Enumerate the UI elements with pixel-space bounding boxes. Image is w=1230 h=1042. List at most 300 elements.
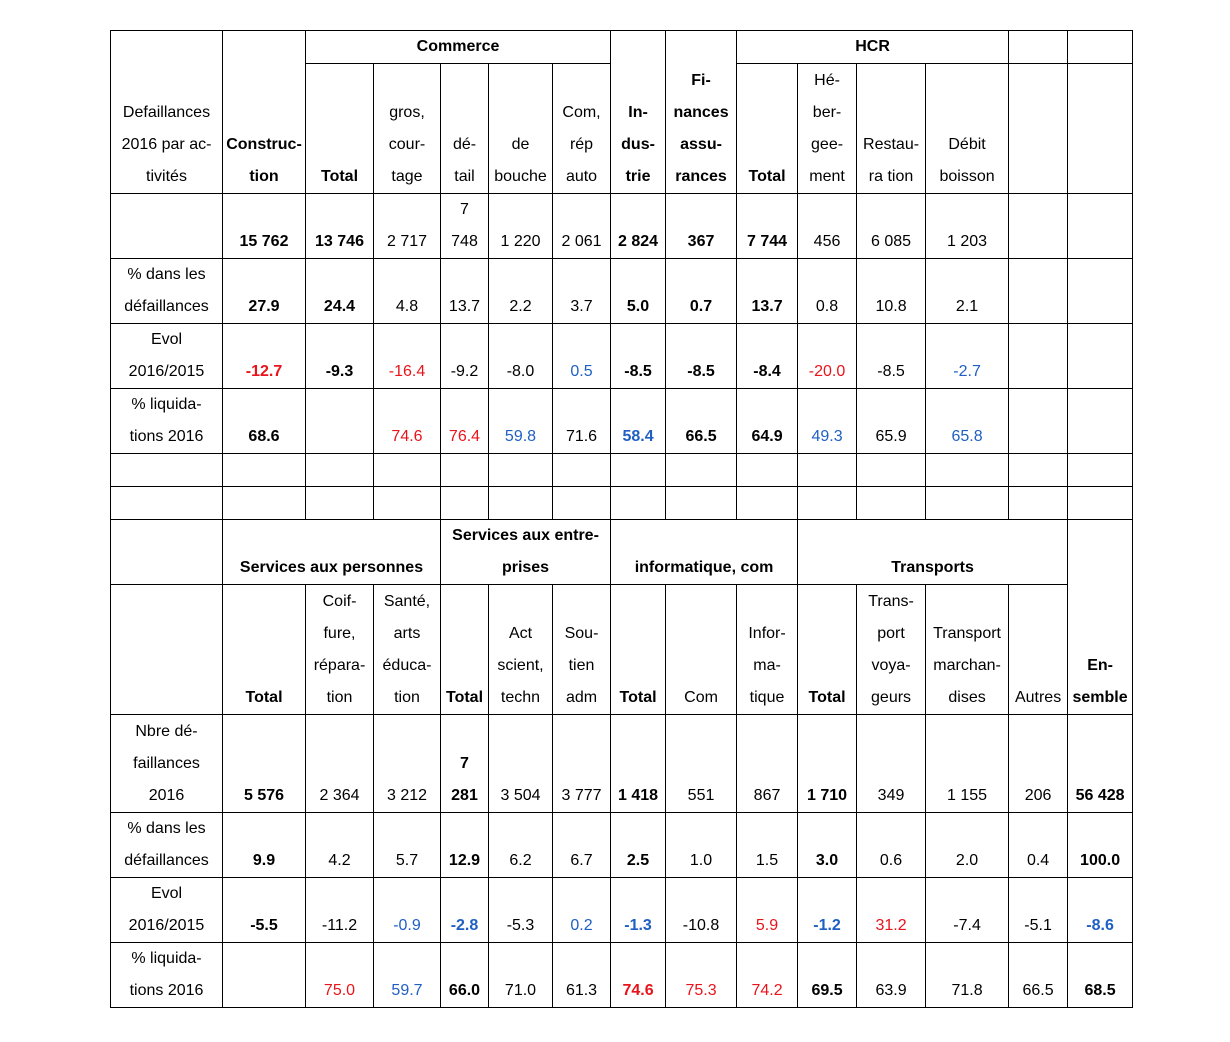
table-cell bbox=[374, 878, 441, 943]
table-cell bbox=[374, 715, 441, 813]
table-cell bbox=[737, 943, 798, 1008]
cell-text: 24.4 bbox=[323, 298, 356, 315]
table-cell bbox=[926, 813, 1009, 878]
cell-text: 0.7 bbox=[689, 298, 713, 315]
table-cell bbox=[489, 64, 553, 194]
cell-text: 74.2 bbox=[751, 982, 783, 999]
cell-text: 2 364 bbox=[319, 787, 360, 804]
table-cell bbox=[1009, 324, 1068, 389]
cell-text: -7.4 bbox=[953, 917, 981, 934]
cell-text: Restau- ra tion bbox=[863, 136, 920, 185]
table-cell bbox=[489, 454, 553, 487]
table-cell bbox=[1068, 487, 1133, 520]
table-cell bbox=[441, 878, 489, 943]
table-cell bbox=[1068, 64, 1133, 194]
table-cell bbox=[926, 715, 1009, 813]
cell-text: 1.5 bbox=[755, 852, 779, 869]
table-cell bbox=[1009, 943, 1068, 1008]
table-cell bbox=[857, 324, 926, 389]
cell-text: Total bbox=[320, 168, 359, 185]
table-cell bbox=[611, 31, 666, 194]
table-row bbox=[111, 324, 1133, 389]
table-cell bbox=[306, 31, 611, 64]
table-cell bbox=[666, 259, 737, 324]
table-cell bbox=[223, 715, 306, 813]
table-cell bbox=[926, 454, 1009, 487]
cell-text: 6.2 bbox=[509, 852, 532, 869]
cell-text: 349 bbox=[877, 787, 905, 804]
table-cell bbox=[666, 389, 737, 454]
cell-text: gros, cour- tage bbox=[388, 104, 426, 185]
table-cell bbox=[441, 585, 489, 715]
cell-text: % dans les défaillances bbox=[124, 820, 209, 869]
table-cell bbox=[489, 813, 553, 878]
cell-text: 2 824 bbox=[618, 233, 659, 250]
table-cell bbox=[441, 324, 489, 389]
table-cell bbox=[374, 585, 441, 715]
table-cell bbox=[926, 324, 1009, 389]
cell-text: 1 203 bbox=[947, 233, 988, 250]
table-cell bbox=[798, 454, 857, 487]
table-cell bbox=[737, 31, 1009, 64]
construction-header-label: Construc- tion bbox=[226, 136, 302, 185]
cell-text: 27.9 bbox=[248, 298, 280, 315]
table-row bbox=[111, 585, 1133, 715]
table-cell bbox=[798, 324, 857, 389]
table-cell bbox=[306, 389, 374, 454]
table-cell bbox=[926, 194, 1009, 259]
table-cell bbox=[666, 454, 737, 487]
table-cell bbox=[553, 259, 611, 324]
cell-text: 456 bbox=[813, 233, 841, 250]
table-cell bbox=[441, 389, 489, 454]
cell-text: 12.9 bbox=[448, 852, 481, 869]
table-cell bbox=[441, 943, 489, 1008]
cell-text: informatique, com bbox=[634, 559, 774, 576]
cell-text: 13.7 bbox=[448, 298, 481, 315]
cell-text: 66.0 bbox=[448, 982, 481, 999]
cell-text: 66.5 bbox=[685, 428, 717, 445]
cell-text: -8.6 bbox=[1086, 917, 1114, 934]
table-cell bbox=[798, 389, 857, 454]
table-cell bbox=[553, 943, 611, 1008]
cell-text: 1 155 bbox=[947, 787, 988, 804]
table-cell bbox=[1009, 64, 1068, 194]
cell-text: % dans les défaillances bbox=[124, 266, 209, 315]
table-cell bbox=[1068, 813, 1133, 878]
table-row bbox=[111, 389, 1133, 454]
cell-text: 64.9 bbox=[751, 428, 783, 445]
cell-text: 6 085 bbox=[871, 233, 912, 250]
cell-text: Fi- nances assu- rances bbox=[673, 72, 729, 185]
cell-text: 5.0 bbox=[626, 298, 650, 315]
table-cell bbox=[857, 454, 926, 487]
cell-text: -20.0 bbox=[808, 363, 846, 380]
cell-text: 76.4 bbox=[448, 428, 481, 445]
table-cell bbox=[1009, 31, 1068, 64]
table-cell bbox=[857, 64, 926, 194]
table-cell bbox=[798, 878, 857, 943]
table-cell bbox=[223, 194, 306, 259]
cell-text: 68.6 bbox=[248, 428, 280, 445]
cell-text: Transports bbox=[891, 559, 974, 576]
cell-text: Santé, arts éduca- tion bbox=[382, 593, 432, 706]
table-cell bbox=[306, 487, 374, 520]
table-cell bbox=[223, 585, 306, 715]
cell-text: 0.8 bbox=[815, 298, 839, 315]
cell-text: 69.5 bbox=[811, 982, 843, 999]
table-row bbox=[111, 31, 1133, 64]
table-cell bbox=[223, 943, 306, 1008]
table-row bbox=[111, 813, 1133, 878]
table-cell bbox=[737, 324, 798, 389]
table-cell bbox=[798, 487, 857, 520]
cell-text: 3 777 bbox=[561, 787, 602, 804]
table-cell bbox=[111, 454, 223, 487]
table-cell bbox=[926, 389, 1009, 454]
cell-text: HCR bbox=[855, 38, 890, 55]
cell-text: -2.8 bbox=[450, 917, 479, 934]
table-cell bbox=[553, 715, 611, 813]
table-cell bbox=[666, 813, 737, 878]
cell-text: -5.5 bbox=[250, 917, 278, 934]
cell-text: 3.7 bbox=[570, 298, 593, 315]
table-cell bbox=[223, 813, 306, 878]
table-cell bbox=[666, 585, 737, 715]
table-cell bbox=[737, 715, 798, 813]
cell-text: 1 220 bbox=[500, 233, 541, 250]
table-cell bbox=[111, 389, 223, 454]
cell-text: 2.1 bbox=[955, 298, 979, 315]
cell-text: 7 748 bbox=[451, 201, 478, 250]
table-cell bbox=[489, 487, 553, 520]
table-cell bbox=[553, 194, 611, 259]
cell-text: Total bbox=[245, 689, 283, 706]
cell-text: Act scient, techn bbox=[497, 625, 544, 706]
cell-text: 59.7 bbox=[391, 982, 423, 999]
table-cell bbox=[553, 324, 611, 389]
cell-text: 63.9 bbox=[875, 982, 907, 999]
table-cell bbox=[611, 487, 666, 520]
table-cell bbox=[374, 64, 441, 194]
table-cell bbox=[374, 454, 441, 487]
cell-text: 206 bbox=[1024, 787, 1052, 804]
table-cell bbox=[441, 64, 489, 194]
table-cell bbox=[306, 585, 374, 715]
cell-text: 66.5 bbox=[1022, 982, 1054, 999]
cell-text: 74.6 bbox=[622, 982, 654, 999]
table-cell bbox=[441, 813, 489, 878]
table-cell bbox=[553, 487, 611, 520]
table-cell bbox=[611, 324, 666, 389]
cell-text: -8.5 bbox=[687, 363, 715, 380]
table-cell bbox=[441, 520, 611, 585]
table-cell bbox=[1068, 878, 1133, 943]
table-row bbox=[111, 454, 1133, 487]
table-row bbox=[111, 259, 1133, 324]
table-cell bbox=[306, 878, 374, 943]
cell-text: 65.8 bbox=[951, 428, 983, 445]
cell-text: 2.0 bbox=[955, 852, 979, 869]
table-cell bbox=[611, 520, 798, 585]
table-cell bbox=[666, 943, 737, 1008]
table-cell bbox=[223, 259, 306, 324]
cell-text: 2 061 bbox=[561, 233, 602, 250]
cell-text: En- semble bbox=[1072, 657, 1128, 706]
table-cell bbox=[306, 259, 374, 324]
table-cell bbox=[111, 943, 223, 1008]
cell-text: 100.0 bbox=[1080, 852, 1121, 869]
table-cell bbox=[111, 324, 223, 389]
cell-text: Services aux personnes bbox=[239, 559, 424, 576]
cell-text: -11.2 bbox=[321, 917, 358, 934]
table-cell bbox=[441, 715, 489, 813]
cell-text: Total bbox=[445, 689, 484, 706]
cell-text: 2 717 bbox=[386, 233, 428, 250]
cell-text: 9.9 bbox=[252, 852, 276, 869]
table-cell bbox=[926, 487, 1009, 520]
table-cell bbox=[737, 194, 798, 259]
cell-text: 867 bbox=[753, 787, 781, 804]
table-cell bbox=[306, 813, 374, 878]
cell-text: 5.7 bbox=[395, 852, 419, 869]
table-cell bbox=[306, 324, 374, 389]
table-cell bbox=[489, 878, 553, 943]
table-cell bbox=[666, 31, 737, 194]
cell-text: Infor- ma- tique bbox=[748, 625, 786, 706]
table-cell bbox=[489, 194, 553, 259]
cell-text: -1.3 bbox=[624, 917, 652, 934]
cell-text: 7 744 bbox=[747, 233, 788, 250]
cell-text: 3 212 bbox=[386, 787, 428, 804]
table-cell bbox=[223, 324, 306, 389]
cell-text: 0.5 bbox=[570, 363, 593, 380]
table-row bbox=[111, 194, 1133, 259]
table-cell bbox=[611, 389, 666, 454]
cell-text: Nbre dé- faillances 2016 bbox=[133, 723, 200, 804]
table-cell bbox=[798, 64, 857, 194]
table-cell bbox=[857, 487, 926, 520]
cell-text: -8.5 bbox=[877, 363, 905, 380]
table-cell bbox=[1068, 520, 1133, 715]
table-cell bbox=[374, 259, 441, 324]
table-cell bbox=[111, 31, 223, 194]
table-cell bbox=[111, 878, 223, 943]
table-cell bbox=[374, 389, 441, 454]
table-cell bbox=[1068, 715, 1133, 813]
cell-text: 1 418 bbox=[618, 787, 659, 804]
table-row bbox=[111, 715, 1133, 813]
table-cell bbox=[1068, 389, 1133, 454]
cell-text: Débit boisson bbox=[939, 136, 995, 185]
table-cell bbox=[857, 389, 926, 454]
table-cell bbox=[926, 878, 1009, 943]
table-cell bbox=[553, 454, 611, 487]
cell-text: 2.2 bbox=[509, 298, 532, 315]
cell-text: 7 281 bbox=[451, 755, 478, 804]
table-cell bbox=[737, 878, 798, 943]
cell-text: % liquida- tions 2016 bbox=[129, 950, 204, 999]
table-cell bbox=[441, 259, 489, 324]
cell-text: Com, rép auto bbox=[562, 104, 601, 185]
cell-text: 74.6 bbox=[391, 428, 423, 445]
table-cell bbox=[306, 64, 374, 194]
cell-text: Evol 2016/2015 bbox=[128, 885, 205, 934]
table-cell bbox=[111, 585, 223, 715]
table-cell bbox=[611, 715, 666, 813]
table-cell bbox=[1009, 487, 1068, 520]
cell-text: -8.5 bbox=[624, 363, 652, 380]
cell-text: 71.0 bbox=[504, 982, 537, 999]
cell-text: 71.6 bbox=[565, 428, 598, 445]
cell-text: 75.3 bbox=[685, 982, 717, 999]
table-cell bbox=[1068, 31, 1133, 64]
cell-text: -9.2 bbox=[450, 363, 479, 380]
cell-text: In- dus- trie bbox=[621, 104, 655, 185]
defaillances-table bbox=[110, 30, 1133, 1008]
cell-text: 59.8 bbox=[504, 428, 537, 445]
cell-text: 1 710 bbox=[807, 787, 848, 804]
table-cell bbox=[1068, 324, 1133, 389]
table-cell bbox=[553, 878, 611, 943]
table-cell bbox=[926, 259, 1009, 324]
cell-text: Services aux entre- prises bbox=[452, 527, 599, 576]
cell-text: -1.2 bbox=[813, 917, 841, 934]
table-cell bbox=[306, 454, 374, 487]
table-cell bbox=[374, 487, 441, 520]
table-cell bbox=[1068, 943, 1133, 1008]
cell-text: -8.0 bbox=[506, 363, 535, 380]
cell-text: Autres bbox=[1014, 689, 1062, 706]
cell-text: -10.8 bbox=[682, 917, 720, 934]
cell-text: Hé- ber- gee- ment bbox=[809, 72, 845, 185]
table-cell bbox=[798, 585, 857, 715]
table-cell bbox=[857, 194, 926, 259]
table-cell bbox=[374, 194, 441, 259]
cell-text: -5.3 bbox=[506, 917, 535, 934]
cell-text: 58.4 bbox=[622, 428, 654, 445]
table-cell bbox=[857, 259, 926, 324]
cell-text: 4.2 bbox=[328, 852, 351, 869]
table-cell bbox=[737, 454, 798, 487]
table-cell bbox=[489, 943, 553, 1008]
corner-header-label: Defaillances 2016 par ac- tivités bbox=[121, 104, 212, 185]
cell-text: -12.7 bbox=[245, 363, 283, 380]
table-cell bbox=[306, 194, 374, 259]
table-cell bbox=[441, 487, 489, 520]
cell-text: 367 bbox=[687, 233, 715, 250]
cell-text: -0.9 bbox=[393, 917, 421, 934]
table-cell bbox=[111, 487, 223, 520]
table-cell bbox=[374, 943, 441, 1008]
table-cell bbox=[111, 520, 223, 585]
table-cell bbox=[553, 389, 611, 454]
cell-text: Sou- tien adm bbox=[564, 625, 599, 706]
cell-text: 0.2 bbox=[570, 917, 593, 934]
table-cell bbox=[926, 585, 1009, 715]
table-cell bbox=[1009, 454, 1068, 487]
table-cell bbox=[666, 715, 737, 813]
table-cell bbox=[798, 943, 857, 1008]
cell-text: Total bbox=[748, 168, 786, 185]
table-cell bbox=[611, 585, 666, 715]
table-cell bbox=[666, 324, 737, 389]
table-cell bbox=[441, 454, 489, 487]
cell-text: Coif- fure, répara- tion bbox=[313, 593, 366, 706]
table-cell bbox=[306, 715, 374, 813]
table-cell bbox=[223, 487, 306, 520]
table-cell bbox=[737, 64, 798, 194]
table-cell bbox=[1068, 194, 1133, 259]
table-cell bbox=[223, 520, 441, 585]
table-cell bbox=[111, 813, 223, 878]
table-row bbox=[111, 878, 1133, 943]
table-cell bbox=[666, 878, 737, 943]
cell-text: 3 504 bbox=[500, 787, 541, 804]
table-cell bbox=[223, 389, 306, 454]
table-cell bbox=[1009, 194, 1068, 259]
table-cell bbox=[111, 194, 223, 259]
table-cell bbox=[798, 520, 1068, 585]
table-cell bbox=[553, 585, 611, 715]
cell-text: 0.6 bbox=[879, 852, 903, 869]
table-cell bbox=[737, 259, 798, 324]
cell-text: -2.7 bbox=[953, 363, 981, 380]
table-cell bbox=[553, 813, 611, 878]
cell-text: 61.3 bbox=[565, 982, 598, 999]
cell-text: Transport marchan- dises bbox=[933, 625, 1001, 706]
table-row bbox=[111, 520, 1133, 585]
table-cell bbox=[611, 194, 666, 259]
cell-text: -5.1 bbox=[1024, 917, 1052, 934]
table-cell bbox=[798, 194, 857, 259]
cell-text: 5 576 bbox=[243, 787, 285, 804]
table-cell bbox=[111, 715, 223, 813]
table-cell bbox=[1009, 813, 1068, 878]
cell-text: 13 746 bbox=[315, 233, 364, 250]
table-cell bbox=[223, 454, 306, 487]
table-row bbox=[111, 943, 1133, 1008]
cell-text: de bouche bbox=[494, 136, 547, 185]
table-cell bbox=[737, 389, 798, 454]
table-cell bbox=[737, 585, 798, 715]
cell-text: Com bbox=[684, 689, 718, 706]
cell-text: 71.8 bbox=[951, 982, 983, 999]
cell-text: -16.4 bbox=[388, 363, 426, 380]
table-cell bbox=[489, 715, 553, 813]
table-cell bbox=[223, 31, 306, 194]
cell-text: -9.3 bbox=[325, 363, 354, 380]
table-cell bbox=[441, 194, 489, 259]
table-cell bbox=[857, 878, 926, 943]
cell-text: Commerce bbox=[416, 38, 500, 55]
cell-text: % liquida- tions 2016 bbox=[129, 396, 204, 445]
table-cell bbox=[798, 259, 857, 324]
cell-text: 551 bbox=[687, 787, 715, 804]
table-cell bbox=[1009, 389, 1068, 454]
table-cell bbox=[553, 64, 611, 194]
table-cell bbox=[1009, 715, 1068, 813]
table-cell bbox=[611, 259, 666, 324]
table-row bbox=[111, 487, 1133, 520]
table-cell bbox=[926, 943, 1009, 1008]
cell-text: 65.9 bbox=[875, 428, 907, 445]
table-cell bbox=[666, 194, 737, 259]
table-cell bbox=[611, 878, 666, 943]
table-cell bbox=[489, 389, 553, 454]
table-cell bbox=[374, 813, 441, 878]
cell-text: dé- tail bbox=[452, 136, 477, 185]
